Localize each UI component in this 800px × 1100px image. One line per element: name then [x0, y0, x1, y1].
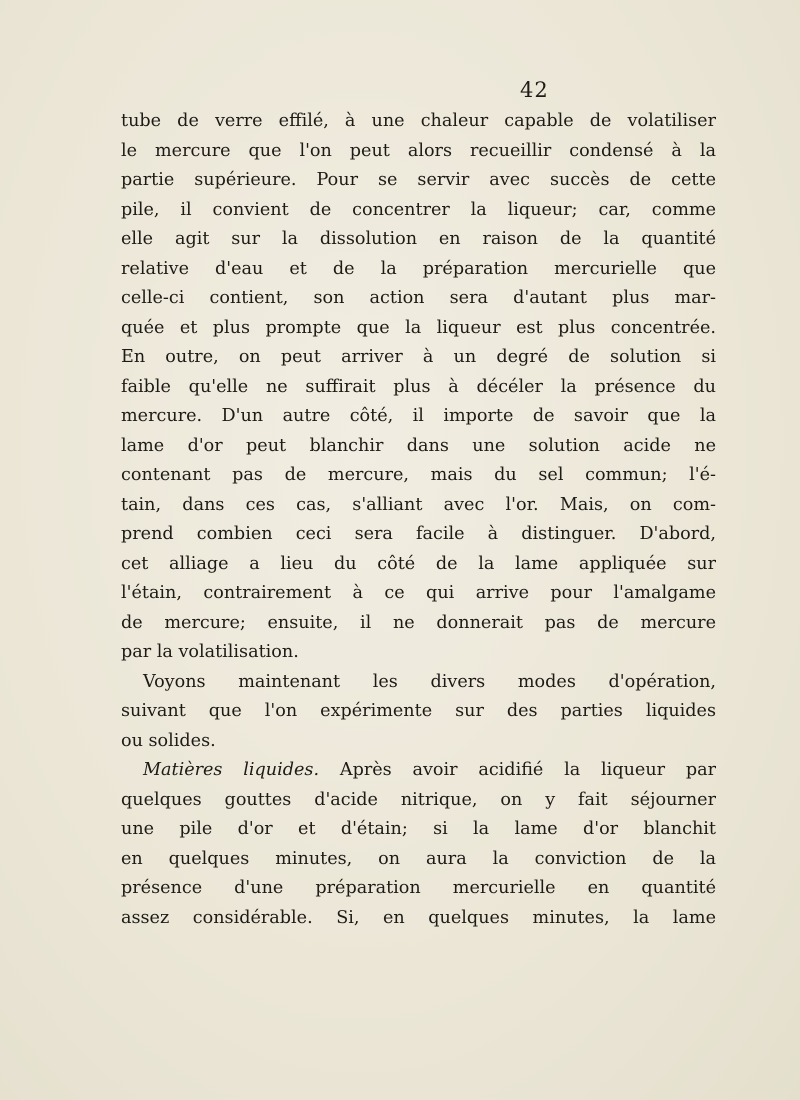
text-line: partie supérieure. Pour se servir avec succès de cette [121, 170, 716, 190]
text-line: lame d'or peut blanchir dans une solution acide ne [121, 435, 716, 456]
text-line: en quelques minutes, on aura la conviction de la [121, 848, 716, 869]
text-line: relative d'eau et de la préparation mercurielle que [121, 258, 716, 279]
text-line: celle-ci contient, son action sera d'autant plus mar- [121, 288, 716, 308]
text-line: l'étain, contrairement à ce qui arrive pour l'amalgame [121, 583, 716, 603]
text-line: mercure. D'un autre côté, il importe de savoir que la [121, 406, 716, 426]
text-line: par la volatilisation. [121, 642, 299, 662]
text-line: En outre, on peut arriver à un degré de solution si [121, 347, 716, 367]
text-line: pile, il convient de concentrer la liqueur; car, comme [121, 199, 716, 220]
text-line: faible qu'elle ne suffirait plus à décéler la présence du [121, 376, 716, 397]
text-line: quée et plus prompte que la liqueur est plus concentrée. [121, 317, 716, 338]
text-line: ou solides. [121, 730, 216, 751]
text-line: Voyons maintenant les divers modes d'opération, [143, 671, 716, 692]
text-line: quelques gouttes d'acide nitrique, on y fait séjourner [121, 789, 716, 810]
page-number: 42 [520, 78, 549, 102]
paragraph-heading-line [121, 756, 716, 786]
body-text [121, 107, 716, 933]
text-line: suivant que l'on expérimente sur des parties liquides [121, 701, 716, 721]
text-line: contenant pas de mercure, mais du sel commun; l'é- [121, 465, 716, 485]
text-line: cet alliage a lieu du côté de la lame appliquée sur [121, 553, 716, 574]
text-line: assez considérable. Si, en quelques minutes, la lame [121, 907, 716, 928]
text-line: prend combien ceci sera facile à distinguer. D'abord, [121, 524, 716, 544]
text-line: tain, dans ces cas, s'alliant avec l'or. Mais, on com- [121, 494, 716, 515]
text-line: une pile d'or et d'étain; si la lame d'or blanchit [121, 819, 716, 839]
text-line: elle agit sur la dissolution en raison de la quantité [121, 229, 716, 249]
italic-heading: Matières liquides. [143, 760, 320, 780]
text-line: présence d'une préparation mercurielle en quantité [121, 878, 716, 898]
text-line: tube de verre effilé, à une chaleur capable de volatiliser [121, 111, 716, 131]
text-line: le mercure que l'on peut alors recueillir condensé à la [121, 140, 716, 161]
text-line: de mercure; ensuite, il ne donnerait pas de mercure [121, 612, 716, 633]
text-line: Après avoir acidifié la liqueur par [339, 760, 716, 780]
